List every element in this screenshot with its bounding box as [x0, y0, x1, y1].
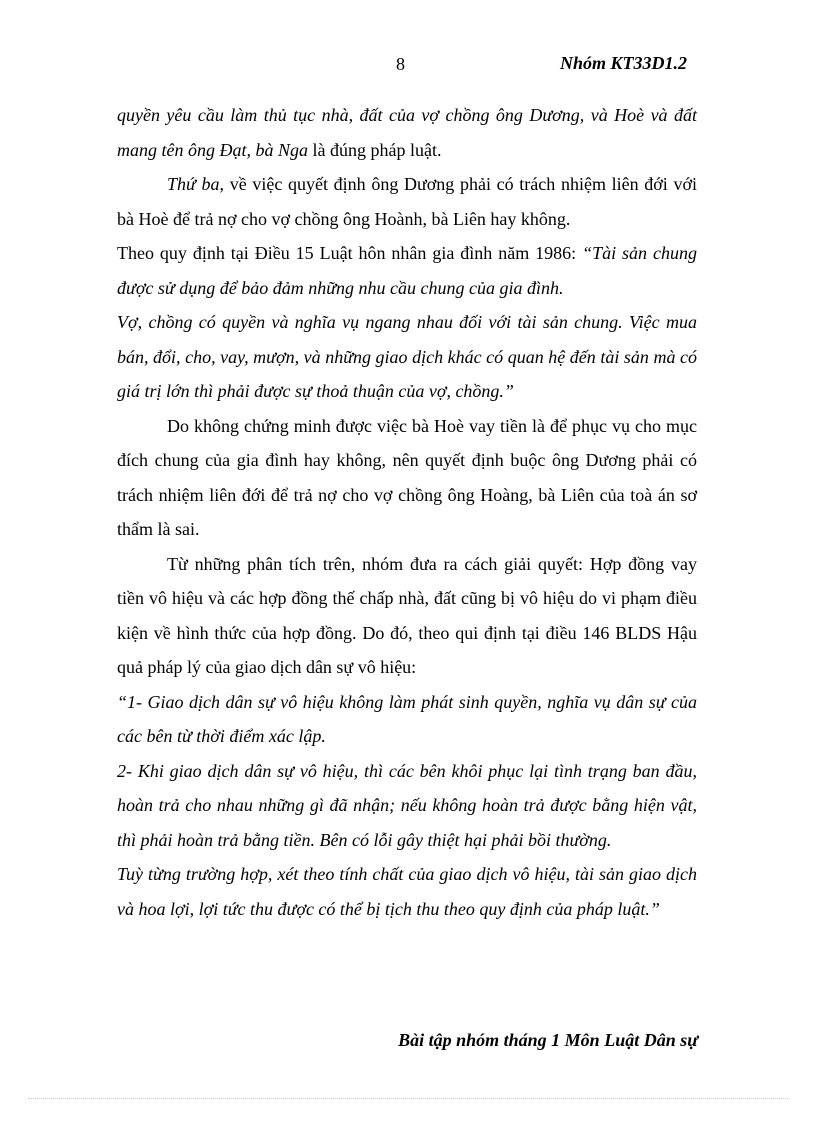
page-number: 8	[396, 54, 405, 74]
paragraph-9: Tuỳ từng trường hợp, xét theo tính chất của giao dịch vô hiệu, tài sản giao dịch và hoa lợi, lợi tức thu được có thể bị tịch thu theo quy định của pháp luật.”	[117, 864, 697, 919]
paragraph-1-italic: quyền yêu cầu làm thủ tục nhà, đất của vợ chồng ông Dương, và Hoè và đất mang tên ông Đạt, bà Nga	[117, 105, 697, 160]
page-footer: Bài tập nhóm tháng 1 Môn Luật Dân sự	[398, 1030, 698, 1050]
paragraph-2	[117, 167, 697, 236]
paragraph-4: Vợ, chồng có quyền và nghĩa vụ ngang nhau đối với tài sản chung. Việc mua bán, đổi, cho, vay, mượn, và những giao dịch khác có quan hệ đến tài sản mà có giá trị lớn thì phải được sự thoả thuận của vợ, chồng.”	[117, 312, 697, 401]
paragraph-6: Từ những phân tích trên, nhóm đưa ra cách giải quyết: Hợp đồng vay tiền vô hiệu và các hợp đồng thế chấp nhà, đất cũng bị vô hiệu do vi phạm điều kiện về hình thức của hợp đồng. Do đó, theo qui định tại điều 146 BLDS Hậu quả pháp lý của giao dịch dân sự vô hiệu:	[117, 553, 697, 677]
group-name: Nhóm KT33D1.2	[560, 53, 688, 73]
paragraph-5: Do không chứng minh được việc bà Hoè vay tiền là để phục vụ cho mục đích chung của gia đình hay không, nên quyết định buộc ông Dương phải có trách nhiệm liên đới để trả nợ cho vợ chồng ông Hoàng, bà Liên của toà án sơ thẩm là sai.	[117, 415, 697, 539]
document-body	[117, 98, 697, 926]
paragraph-3-quote: “Tài sản chung được sử dụng để bảo đảm những nhu cầu chung của gia đình.	[117, 243, 697, 298]
paragraph-3-text: Theo quy định tại Điều 15 Luật hôn nhân gia đình năm 1986:	[117, 243, 583, 263]
paragraph-2-lead: Thứ ba	[167, 174, 220, 194]
page-bottom-divider	[28, 1098, 788, 1099]
paragraph-3	[117, 236, 697, 305]
paragraph-1	[117, 98, 697, 167]
paragraph-2-text: , về việc quyết định ông Dương phải có trách nhiệm liên đới với bà Hoè để trả nợ cho vợ chồng ông Hoành, bà Liên hay không.	[117, 174, 698, 229]
paragraph-1-tail: là đúng pháp luật.	[308, 139, 442, 160]
paragraph-8: 2- Khi giao dịch dân sự vô hiệu, thì các bên khôi phục lại tình trạng ban đầu, hoàn trả cho nhau những gì đã nhận; nếu không hoàn trả được bằng hiện vật, thì phải hoàn trả bằng tiền. Bên có lỗi gây thiệt hại phải bồi thường.	[117, 760, 697, 850]
paragraph-7: “1- Giao dịch dân sự vô hiệu không làm phát sinh quyền, nghĩa vụ dân sự của các bên từ thời điểm xác lập.	[117, 691, 697, 746]
